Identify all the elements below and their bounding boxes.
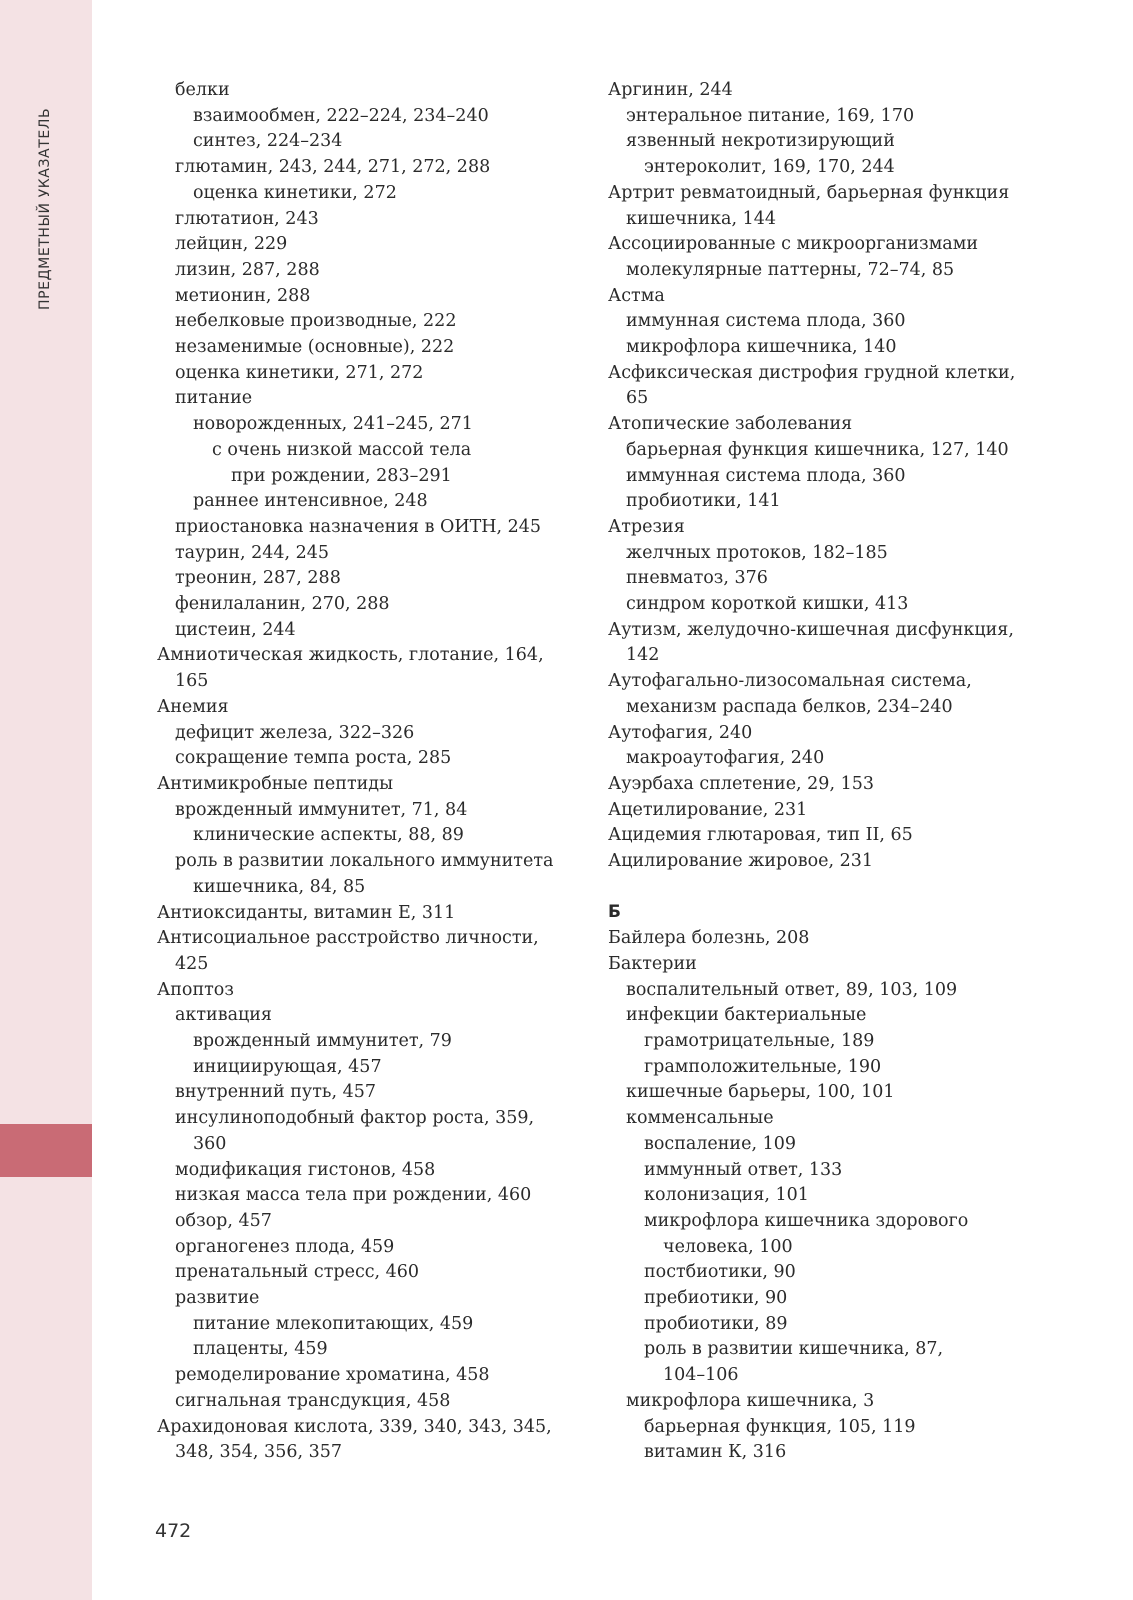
index-subentry: грамположительные, 190 (644, 1056, 882, 1077)
index-subentry: макроаутофагия, 240 (626, 748, 825, 769)
index-subentry: постбиотики, 90 (644, 1262, 796, 1283)
index-subentry: пневматоз, 376 (626, 568, 768, 589)
index-entry: Антисоциальное расстройство личности, (157, 928, 539, 949)
side-thumb-tab (0, 1124, 92, 1177)
index-entry: Анемия (157, 696, 229, 717)
index-subentry: небелковые производные, 222 (175, 311, 457, 332)
index-subentry: кишечника, 144 (626, 208, 777, 229)
index-subentry: микрофлора кишечника, 3 (626, 1390, 875, 1411)
index-entry: Антиоксиданты, витамин Е, 311 (157, 902, 456, 923)
index-subentry: энтеральное питание, 169, 170 (626, 105, 915, 126)
index-subentry: развитие (175, 1288, 260, 1309)
index-subentry: барьерная функция, 105, 119 (644, 1416, 916, 1437)
index-subentry: воспалительный ответ, 89, 103, 109 (626, 979, 958, 1000)
index-subentry: внутренний путь, 457 (175, 1082, 376, 1103)
index-column-right (608, 78, 1048, 1466)
index-subentry: дефицит железа, 322–326 (175, 722, 415, 743)
index-entry: Аутофагия, 240 (608, 722, 753, 743)
index-subentry: пробиотики, 89 (644, 1313, 788, 1334)
index-subentry: пребиотики, 90 (644, 1288, 788, 1309)
index-subentry: 104–106 (663, 1365, 739, 1386)
index-subentry: взаимообмен, 222–224, 234–240 (193, 105, 489, 126)
index-subentry: треонин, 287, 288 (175, 568, 341, 589)
index-subentry: молекулярные паттерны, 72–74, 85 (626, 259, 955, 280)
index-subentry: 65 (626, 388, 649, 409)
index-subentry: иммунная система плода, 360 (626, 311, 906, 332)
index-entry: Амниотическая жидкость, глотание, 164, (157, 645, 544, 666)
index-subentry: комменсальные (626, 1108, 774, 1129)
index-subentry: новорожденных, 241–245, 271 (193, 414, 473, 435)
index-subentry: клинические аспекты, 88, 89 (193, 825, 464, 846)
index-subentry: фенилаланин, 270, 288 (175, 594, 390, 615)
section-gap (608, 875, 1048, 901)
index-entry: Астма (608, 285, 665, 306)
index-subentry: цистеин, 244 (175, 619, 296, 640)
index-subentry: 348, 354, 356, 357 (175, 1442, 342, 1463)
index-subentry: воспаление, 109 (644, 1133, 796, 1154)
index-subentry: низкая масса тела при рождении, 460 (175, 1185, 532, 1206)
index-subentry: врожденный иммунитет, 71, 84 (175, 799, 468, 820)
index-subentry: инициирующая, 457 (193, 1056, 382, 1077)
index-subentry: микрофлора кишечника здорового (644, 1210, 969, 1231)
index-subentry: синтез, 224–234 (193, 131, 343, 152)
index-subentry: оценка кинетики, 272 (193, 182, 397, 203)
index-subentry: механизм распада белков, 234–240 (626, 696, 953, 717)
index-subentry: энтероколит, 169, 170, 244 (644, 157, 895, 178)
index-subentry: 360 (193, 1133, 227, 1154)
index-subentry: врожденный иммунитет, 79 (193, 1031, 452, 1052)
index-entry: Аргинин, 244 (608, 80, 733, 100)
index-subentry: таурин, 244, 245 (175, 542, 329, 563)
index-subentry: витамин К, 316 (644, 1442, 787, 1463)
index-entry: Бактерии (608, 953, 697, 974)
index-subentry: инсулиноподобный фактор роста, 359, (175, 1108, 535, 1129)
index-entry: Ацидемия глютаровая, тип II, 65 (608, 825, 913, 846)
index-subentry: глютамин, 243, 244, 271, 272, 288 (175, 157, 491, 178)
index-subentry: иммунный ответ, 133 (644, 1159, 843, 1180)
index-subentry: белки (175, 80, 230, 100)
index-subentry: кишечника, 84, 85 (193, 876, 366, 897)
index-subentry: пренатальный стресс, 460 (175, 1262, 420, 1283)
index-subentry: сигнальная трансдукция, 458 (175, 1390, 451, 1411)
index-subentry: органогенез плода, 459 (175, 1236, 395, 1257)
index-entry: Асфиксическая дистрофия грудной клетки, (608, 362, 1016, 383)
page-number: 472 (155, 1520, 192, 1542)
index-entry: Апоптоз (157, 979, 234, 1000)
index-subentry: раннее интенсивное, 248 (193, 491, 428, 512)
index-subentry: приостановка назначения в ОИТН, 245 (175, 516, 542, 537)
index-entry: Ауэрбаха сплетение, 29, 153 (608, 773, 874, 794)
index-subentry: питание млекопитающих, 459 (193, 1313, 474, 1334)
index-subentry: иммунная система плода, 360 (626, 465, 906, 486)
running-section-title: ПРЕДМЕТНЫЙ УКАЗАТЕЛЬ (37, 107, 53, 310)
index-column-left (157, 78, 577, 1466)
index-subentry: лизин, 287, 288 (175, 259, 320, 280)
index-entry: Аутизм, желудочно-кишечная дисфункция, (608, 619, 1014, 640)
index-subentry: инфекции бактериальные (626, 1005, 867, 1026)
index-subentry: с очень низкой массой тела (212, 439, 472, 460)
index-subentry: лейцин, 229 (175, 234, 288, 255)
index-subentry: пробиотики, 141 (626, 491, 781, 512)
index-entry: Ацилирование жировое, 231 (608, 851, 873, 872)
index-subentry: питание (175, 388, 253, 409)
index-subentry: желчных протоков, 182–185 (626, 542, 888, 563)
index-entry: Арахидоновая кислота, 339, 340, 343, 345, (157, 1416, 552, 1437)
index-subentry: кишечные барьеры, 100, 101 (626, 1082, 895, 1103)
index-subentry: оценка кинетики, 271, 272 (175, 362, 424, 383)
index-entry: Байлера болезнь, 208 (608, 928, 810, 949)
index-entry: Антимикробные пептиды (157, 773, 393, 794)
index-entry: Артрит ревматоидный, барьерная функция (608, 182, 1010, 203)
index-subentry: плаценты, 459 (193, 1339, 328, 1360)
index-letter-heading: Б (608, 902, 621, 923)
index-subentry: роль в развитии локального иммунитета (175, 851, 554, 872)
index-subentry: барьерная функция кишечника, 127, 140 (626, 439, 1009, 460)
index-subentry: глютатион, 243 (175, 208, 319, 229)
index-subentry: незаменимые (основные), 222 (175, 337, 455, 358)
index-subentry: 142 (626, 645, 660, 666)
index-subentry: синдром короткой кишки, 413 (626, 594, 909, 615)
index-subentry: микрофлора кишечника, 140 (626, 337, 897, 358)
index-subentry: активация (175, 1005, 272, 1026)
index-subentry: колонизация, 101 (644, 1185, 809, 1206)
index-subentry: грамотрицательные, 189 (644, 1031, 875, 1051)
index-subentry: ремоделирование хроматина, 458 (175, 1365, 490, 1386)
index-subentry: 165 (175, 671, 209, 692)
index-subentry: сокращение темпа роста, 285 (175, 748, 452, 769)
index-subentry: роль в развитии кишечника, 87, (644, 1339, 944, 1360)
index-subentry: язвенный некротизирующий (626, 131, 895, 152)
index-subentry: человека, 100 (663, 1236, 793, 1257)
index-subentry: обзор, 457 (175, 1210, 272, 1231)
index-entry: Ацетилирование, 231 (608, 799, 808, 820)
index-entry: Ассоциированные с микроорганизмами (608, 234, 979, 255)
index-entry: Атрезия (608, 516, 685, 537)
index-entry: Аутофагально-лизосомальная система, (608, 671, 972, 692)
index-subentry: 425 (175, 953, 209, 974)
index-subentry: модификация гистонов, 458 (175, 1159, 436, 1180)
index-subentry: метионин, 288 (175, 285, 311, 306)
index-entry: Атопические заболевания (608, 414, 853, 435)
index-subentry: при рождении, 283–291 (231, 465, 452, 486)
